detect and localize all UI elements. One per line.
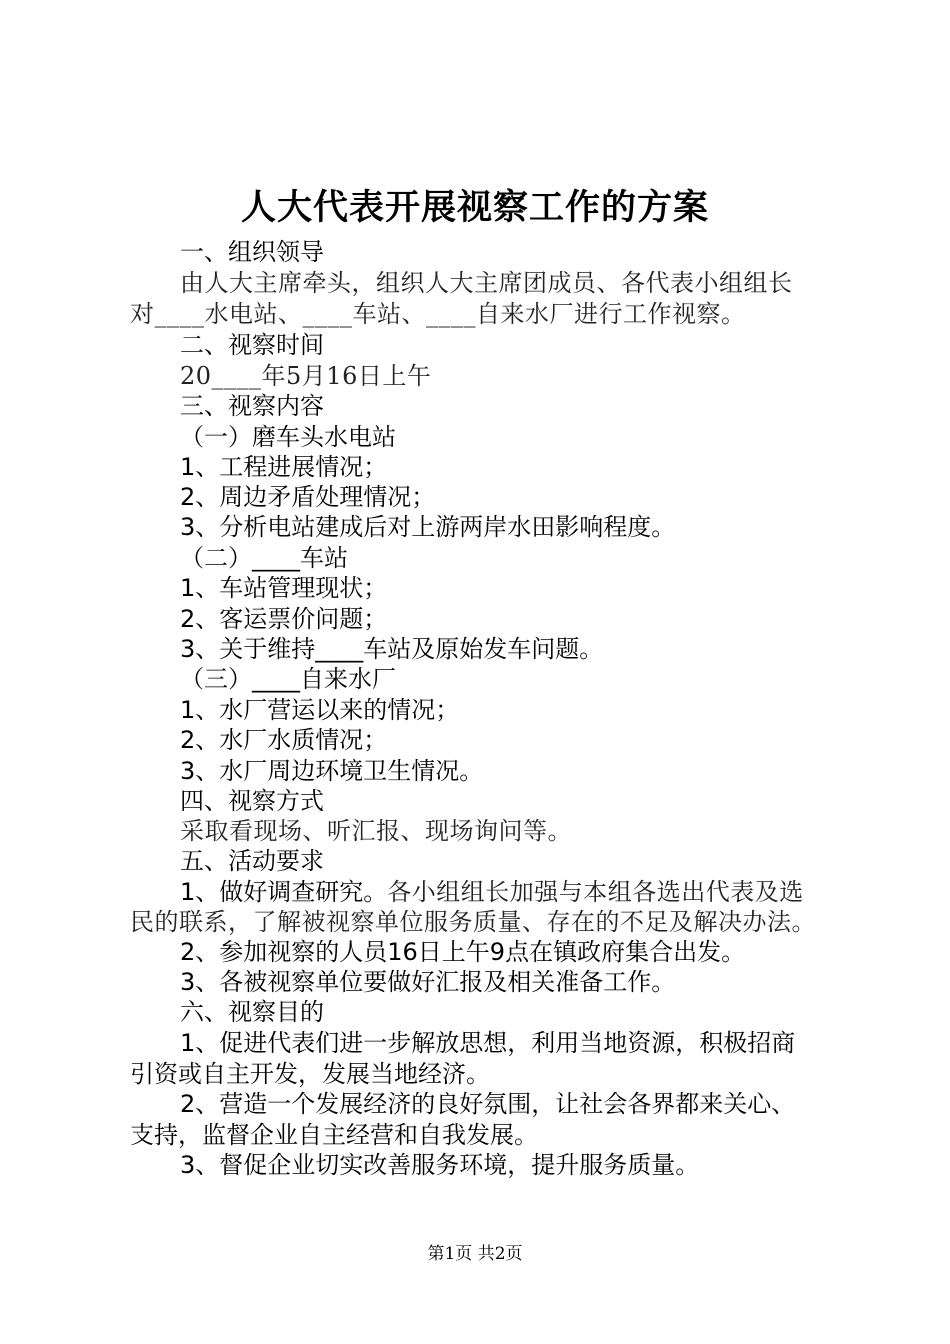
section-heading: 四、视察方式 [180, 787, 324, 815]
list-item: 3、水厂周边环境卫生情况。 [180, 757, 484, 785]
list-item: 2、周边矛盾处理情况； [180, 483, 436, 511]
list-item-continued: 引资或自主开发，发展当地经济。 [130, 1060, 490, 1088]
requirement-text: 各小组组长加强与本组各选出代表及选 [387, 878, 804, 906]
list-item: 3、分析电站建成后对上游两岸水田影响程度。 [180, 513, 676, 541]
list-item: 1、车站管理现状； [180, 574, 388, 602]
list-item-continued: 支持，监督企业自主经营和自我发展。 [130, 1121, 538, 1149]
subsection-heading: （三）____自来水厂 [180, 665, 396, 693]
list-item: 1、工程进展情况； [180, 453, 388, 481]
requirement-lead: 1、做好调查研究。 [180, 878, 388, 906]
list-item: 1、水厂营运以来的情况； [180, 696, 460, 724]
section-heading: 一、组织领导 [180, 238, 324, 266]
section-heading: 二、视察时间 [180, 331, 324, 359]
list-item: 1、促进代表们进一步解放思想，利用当地资源，积极招商 [180, 1029, 796, 1057]
page-number: 第1页 共2页 [427, 1244, 523, 1264]
document-title: 人大代表开展视察工作的方案 [240, 187, 709, 228]
section-heading: 三、视察内容 [180, 392, 324, 420]
list-item: 2、客运票价问题； [180, 605, 388, 633]
paragraph-line: 由人大主席牵头，组织人大主席团成员、各代表小组组长 [180, 269, 793, 297]
section-heading: 五、活动要求 [180, 847, 324, 875]
list-item: 2、水厂水质情况； [180, 726, 388, 754]
list-item: 3、督促企业切实改善服务环境，提升服务质量。 [180, 1151, 700, 1179]
paragraph-line [180, 877, 804, 907]
paragraph-line: 采取看现场、听汇报、现场询问等。 [180, 817, 572, 845]
list-item: 2、营造一个发展经济的良好氛围，让社会各界都来关心、 [180, 1090, 796, 1118]
paragraph-line: 民的联系，了解被视察单位服务质量、存在的不足及解决办法。 [130, 908, 816, 936]
list-item: 2、参加视察的人员16日上午9点在镇政府集合出发。 [180, 938, 746, 966]
subsection-heading: （二）____车站 [180, 544, 348, 572]
paragraph-line: 20____年5月16日上午 [180, 362, 432, 390]
list-item: 3、各被视察单位要做好汇报及相关准备工作。 [180, 968, 676, 996]
subsection-heading: （一）磨车头水电站 [180, 423, 396, 451]
paragraph-line: 对____水电站、____车站、____自来水厂进行工作视察。 [130, 300, 746, 328]
section-heading: 六、视察目的 [180, 998, 324, 1026]
list-item: 3、关于维持____车站及原始发车问题。 [180, 635, 604, 663]
